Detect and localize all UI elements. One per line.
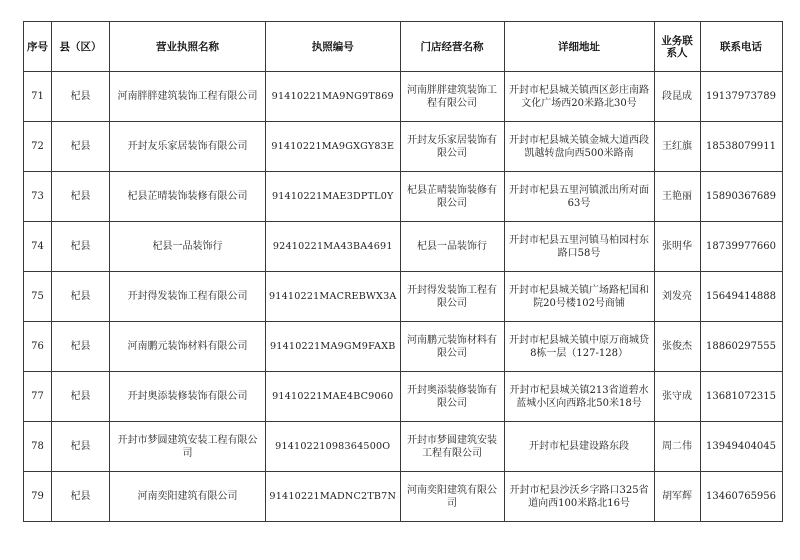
business-license-table [23, 21, 783, 522]
table-row [24, 322, 783, 372]
header-license-name: 营业执照名称 [110, 22, 266, 72]
cell-license-no: 91410221098364500O [266, 422, 401, 472]
cell-county: 杞县 [52, 472, 110, 522]
cell-license-name: 河南奕阳建筑有限公司 [110, 472, 266, 522]
cell-store-name: 河南胖胖建筑装饰工程有限公司 [400, 72, 504, 122]
cell-phone: 18739977660 [700, 222, 782, 272]
header-no: 序号 [24, 22, 52, 72]
table-row [24, 272, 783, 322]
cell-no: 73 [24, 172, 52, 222]
cell-license-no: 91410221MADNC2TB7N [266, 472, 401, 522]
cell-address: 开封市杞县沙沃乡字路口325省道向西100米路北16号 [504, 472, 654, 522]
table-row [24, 472, 783, 522]
cell-contact: 张明华 [654, 222, 700, 272]
cell-license-no: 92410221MA43BA4691 [266, 222, 401, 272]
cell-address: 开封市杞县五里河镇马柏园村东路口58号 [504, 222, 654, 272]
cell-address: 开封市杞县城关镇中原万商城贷8栋一层（127-128） [504, 322, 654, 372]
table-body [24, 72, 783, 522]
header-phone: 联系电话 [700, 22, 782, 72]
cell-address: 开封市杞县城关镇广场路杞国和院20号楼102号商铺 [504, 272, 654, 322]
cell-license-name: 开封友乐家居装饰有限公司 [110, 122, 266, 172]
cell-address: 开封市杞县城关镇金城大道西段凯越转盘向西500米路南 [504, 122, 654, 172]
cell-no: 75 [24, 272, 52, 322]
cell-license-name: 开封市梦圆建筑安装工程有限公司 [110, 422, 266, 472]
cell-county: 杞县 [52, 272, 110, 322]
cell-store-name: 开封得发装饰工程有限公司 [400, 272, 504, 322]
cell-contact: 胡军辉 [654, 472, 700, 522]
cell-contact: 王艳丽 [654, 172, 700, 222]
cell-license-name: 杞县芷晴装饰装修有限公司 [110, 172, 266, 222]
cell-address: 开封市杞县五里河镇派出所对面63号 [504, 172, 654, 222]
table-row [24, 172, 783, 222]
cell-license-no: 91410221MA9GM9FAXB [266, 322, 401, 372]
table-row [24, 122, 783, 172]
cell-phone: 19137973789 [700, 72, 782, 122]
cell-phone: 18860297555 [700, 322, 782, 372]
table-row [24, 72, 783, 122]
cell-license-name: 河南胖胖建筑装饰工程有限公司 [110, 72, 266, 122]
header-county: 县（区） [52, 22, 110, 72]
document-page [23, 21, 783, 522]
cell-license-name: 杞县一品装饰行 [110, 222, 266, 272]
header-row [24, 22, 783, 72]
header-store-name: 门店经营名称 [400, 22, 504, 72]
table-row [24, 372, 783, 422]
cell-store-name: 开封友乐家居装饰有限公司 [400, 122, 504, 172]
cell-no: 79 [24, 472, 52, 522]
cell-county: 杞县 [52, 222, 110, 272]
cell-store-name: 杞县芷晴装饰装修有限公司 [400, 172, 504, 222]
cell-phone: 13460765956 [700, 472, 782, 522]
cell-license-no: 91410221MAE3DPTL0Y [266, 172, 401, 222]
table-row [24, 422, 783, 472]
cell-county: 杞县 [52, 72, 110, 122]
cell-county: 杞县 [52, 422, 110, 472]
cell-license-name: 开封得发装饰工程有限公司 [110, 272, 266, 322]
cell-store-name: 杞县一品装饰行 [400, 222, 504, 272]
cell-county: 杞县 [52, 372, 110, 422]
cell-address: 开封市杞县建设路东段 [504, 422, 654, 472]
cell-store-name: 河南鹏元装饰材料有限公司 [400, 322, 504, 372]
cell-address: 开封市杞县城关镇213省道碧水蓝城小区向西路北50米18号 [504, 372, 654, 422]
cell-license-no: 91410221MAE4BC9060 [266, 372, 401, 422]
cell-contact: 张守成 [654, 372, 700, 422]
cell-no: 74 [24, 222, 52, 272]
cell-store-name: 河南奕阳建筑有限公司 [400, 472, 504, 522]
cell-contact: 周二伟 [654, 422, 700, 472]
cell-license-name: 开封奥添装修装饰有限公司 [110, 372, 266, 422]
cell-phone: 13949404045 [700, 422, 782, 472]
cell-county: 杞县 [52, 322, 110, 372]
cell-store-name: 开封奥添装修装饰有限公司 [400, 372, 504, 422]
cell-address: 开封市杞县城关镇西区彭庄南路文化广场西20米路北30号 [504, 72, 654, 122]
cell-no: 72 [24, 122, 52, 172]
cell-county: 杞县 [52, 172, 110, 222]
cell-license-no: 91410221MACREBWX3A [266, 272, 401, 322]
cell-no: 71 [24, 72, 52, 122]
header-license-no: 执照编号 [266, 22, 401, 72]
cell-phone: 15890367689 [700, 172, 782, 222]
cell-license-name: 河南鹏元装饰材料有限公司 [110, 322, 266, 372]
cell-license-no: 91410221MA9GXGY83E [266, 122, 401, 172]
cell-county: 杞县 [52, 122, 110, 172]
cell-contact: 段昆成 [654, 72, 700, 122]
cell-phone: 18538079911 [700, 122, 782, 172]
table-row [24, 222, 783, 272]
cell-contact: 王红旗 [654, 122, 700, 172]
cell-contact: 刘发亮 [654, 272, 700, 322]
cell-phone: 13681072315 [700, 372, 782, 422]
cell-no: 77 [24, 372, 52, 422]
cell-license-no: 91410221MA9NG9T869 [266, 72, 401, 122]
header-address: 详细地址 [504, 22, 654, 72]
cell-no: 78 [24, 422, 52, 472]
cell-phone: 15649414888 [700, 272, 782, 322]
header-contact: 业务联系人 [654, 22, 700, 72]
cell-contact: 张俊杰 [654, 322, 700, 372]
cell-store-name: 开封市梦圆建筑安装工程有限公司 [400, 422, 504, 472]
cell-no: 76 [24, 322, 52, 372]
table-header [24, 22, 783, 72]
